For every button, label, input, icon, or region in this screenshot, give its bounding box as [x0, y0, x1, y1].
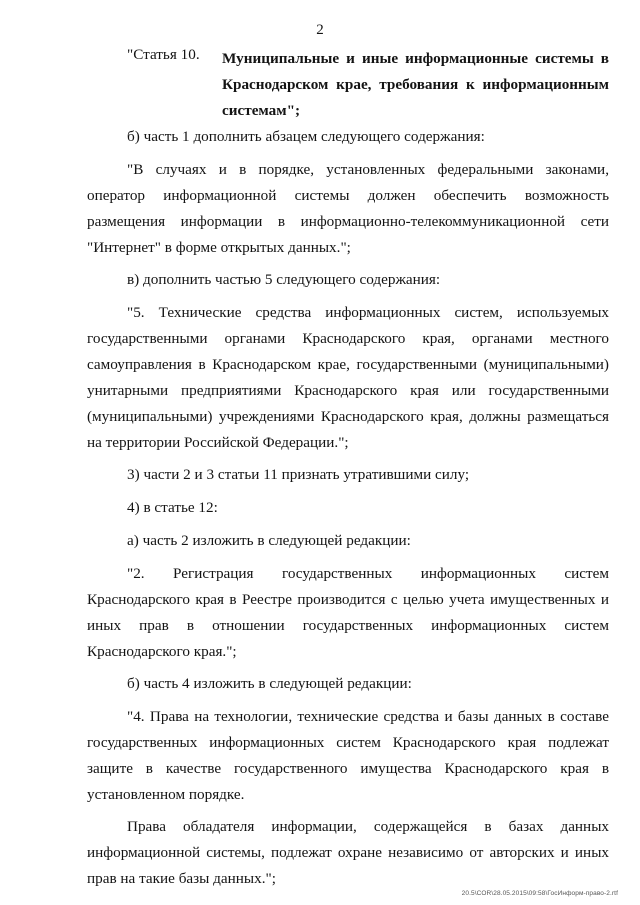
- paragraph: 3) части 2 и 3 статьи 11 признать утратившими силу;: [127, 466, 470, 483]
- paragraph: "2. Регистрация государственных информационных систем Краснодарского края в Реестре производится с целью учета имущественных и иных прав в отношении государственных информационных систем Краснодарского края.";: [87, 565, 609, 660]
- paragraph: "4. Права на технологии, технические средства и базы данных в составе государственных информационных систем Краснодарского края подлежат защите в качестве государственного имущества Краснодарского края в установленном порядке.: [87, 708, 609, 803]
- paragraph: Права обладателя информации, содержащейся в базах данных информационной системы, подлежат охране независимо от авторских и иных прав на такие базы данных.";: [87, 818, 609, 887]
- paragraph: "В случаях и в порядке, установленных федеральными законами, оператор информационной системы должен обеспечить возможность размещения информации в информационно-телекоммуникационной сети "Интернет" в форме открытых данных.";: [87, 161, 609, 256]
- paragraph: "5. Технические средства информационных систем, используемых государственными органами Краснодарского края, органами местного самоуправления в Краснодарском крае, государственными (муниципальными) унитарными предприятиями Краснодарского края или государственными (муниципальными) учреждениями Краснодарского края, должны размещаться на территории Российской Федерации.";: [87, 304, 609, 451]
- paragraph: б) часть 1 дополнить абзацем следующего содержания:: [127, 128, 485, 145]
- article-label: "Статья 10.: [127, 46, 200, 63]
- paragraph: в) дополнить частью 5 следующего содержания:: [127, 271, 441, 288]
- paragraph: а) часть 2 изложить в следующей редакции:: [127, 532, 411, 549]
- document-body: [0, 124, 640, 898]
- file-path-footer: 20.5\COR\28.05.2015\09:58\ГосИнформ-право-2.rtf: [461, 890, 618, 897]
- page-number: 2: [316, 22, 324, 38]
- paragraph: б) часть 4 изложить в следующей редакции:: [127, 675, 412, 692]
- paragraph: 4) в статье 12:: [127, 499, 218, 516]
- article-title: Муниципальные и иные информационные системы в Краснодарском крае, требования к информационным системам";: [222, 50, 609, 119]
